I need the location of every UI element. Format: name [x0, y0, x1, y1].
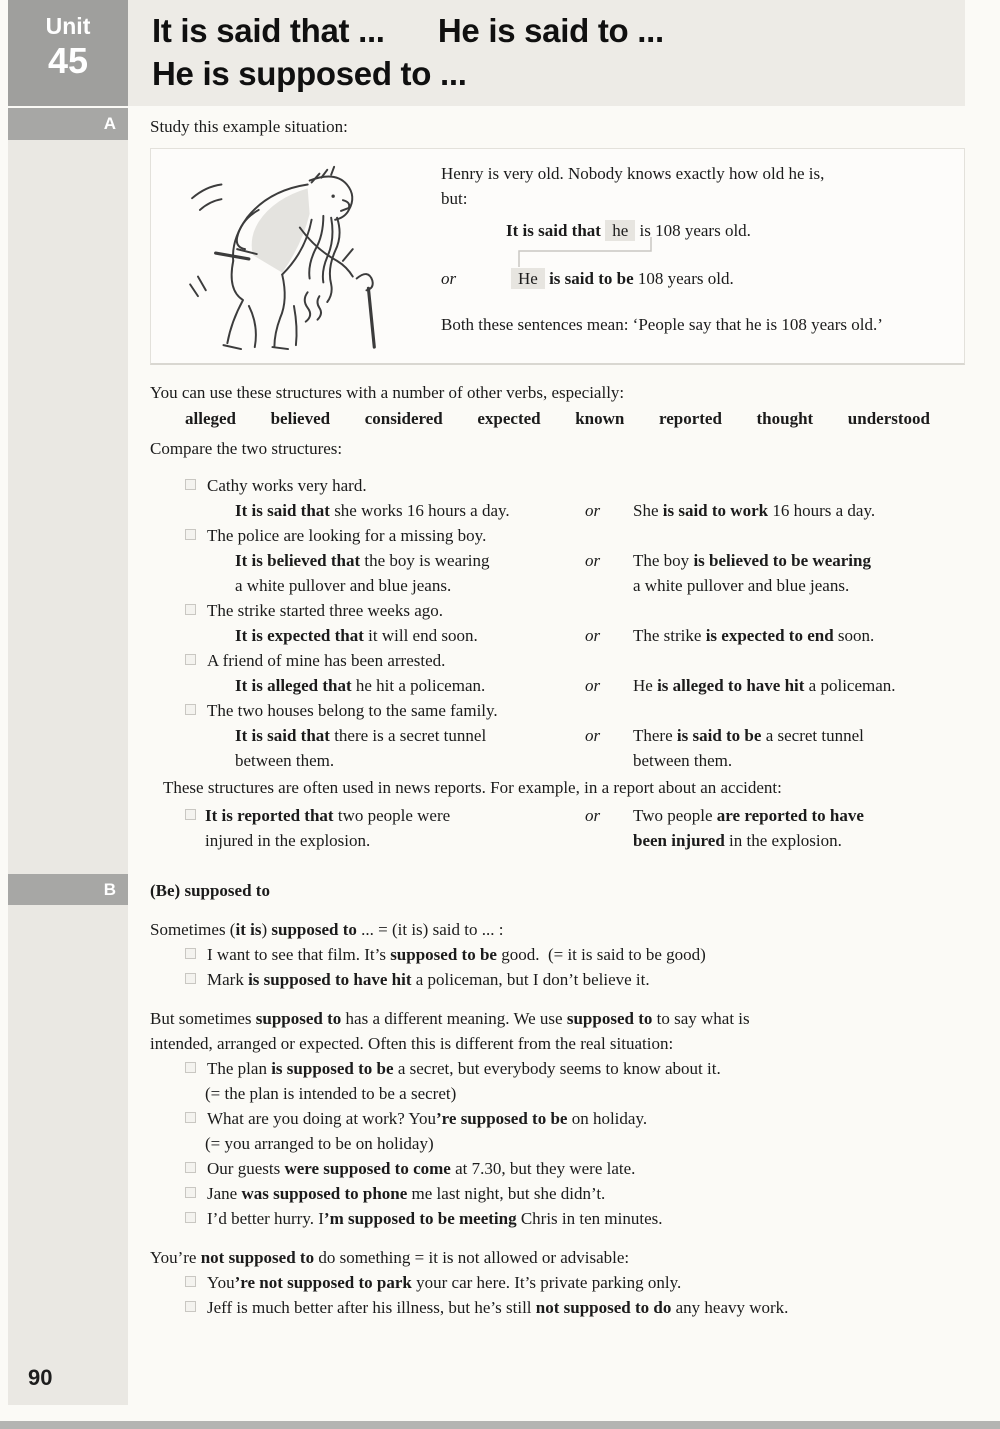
right-structure: The boy is believed to be wearing a white pullover and blue jeans. — [633, 551, 871, 595]
compare-list — [150, 473, 965, 773]
or-word: or — [585, 501, 601, 520]
right-structure: The strike is expected to end soon. — [633, 626, 875, 645]
left-margin-strip — [8, 108, 128, 1405]
example-intro: Henry is very old. Nobody knows exactly how old he is, but: — [441, 164, 825, 208]
example-text — [425, 159, 933, 349]
unit-number: 45 — [47, 40, 89, 81]
lead-text: A friend of mine has been arrested. — [207, 651, 446, 670]
paragraph: Sometimes (it is) supposed to ... = (it is) said to ... : — [150, 920, 504, 939]
list-item — [150, 942, 982, 967]
checkbox-bullet-icon — [185, 1112, 196, 1123]
compare-label: Compare the two structures: — [150, 439, 343, 458]
news-example-row — [150, 803, 965, 853]
lead-text: The police are looking for a missing boy. — [207, 526, 487, 545]
checkbox-bullet-icon — [185, 704, 196, 715]
page-title-line-2: He is supposed to ... — [152, 55, 467, 92]
or-word: or — [585, 551, 601, 570]
connector-line-icon — [503, 237, 663, 271]
bullet-text: Our guests were supposed to come at 7.30, but they were late. — [207, 1159, 636, 1178]
paragraph: But sometimes supposed to has a different meaning. We use supposed to to say what is intended, arranged or expected. Often this is different from the real situation: — [150, 1009, 750, 1053]
section-a — [150, 114, 965, 853]
verb: considered — [364, 409, 443, 428]
checkbox-bullet-icon — [185, 948, 196, 959]
left-structure: It is said that there is a secret tunnel between them. — [235, 726, 487, 770]
compare-structure-row — [150, 498, 965, 523]
list-item — [150, 1106, 982, 1131]
list-item — [150, 967, 982, 992]
bullet-text: Jeff is much better after his illness, but he’s still not supposed to do any heavy work. — [207, 1298, 789, 1317]
checkbox-bullet-icon — [185, 654, 196, 665]
checkbox-bullet-icon — [185, 479, 196, 490]
list-item — [150, 648, 965, 673]
verb: expected — [477, 409, 541, 428]
checkbox-bullet-icon — [185, 1276, 196, 1287]
or-word: or — [585, 806, 601, 825]
checkbox-bullet-icon — [185, 1062, 196, 1073]
unit-badge — [8, 0, 128, 106]
lead-text: The two houses belong to the same family. — [207, 701, 498, 720]
lead-text: The strike started three weeks ago. — [207, 601, 444, 620]
checkbox-bullet-icon — [185, 809, 196, 820]
example-sentence-2: He is said to be 108 years old. — [511, 266, 734, 291]
lead-text: Cathy works very hard. — [207, 476, 367, 495]
page-title-line-1: It is said that ... He is said to ... — [152, 12, 664, 49]
bullet-text: Mark is supposed to have hit a policeman, but I don’t believe it. — [207, 970, 650, 989]
section-a-marker: A — [8, 108, 128, 140]
left-structure: It is believed that the boy is wearing a white pullover and blue jeans. — [235, 551, 490, 595]
study-label: Study this example situation: — [150, 117, 348, 136]
list-item — [150, 1206, 982, 1231]
list-item — [150, 598, 965, 623]
list-item — [150, 1156, 982, 1181]
list-item — [150, 1056, 982, 1081]
example-box — [150, 148, 965, 365]
checkbox-bullet-icon — [185, 1301, 196, 1312]
old-man-illustration — [163, 159, 425, 349]
left-structure: It is expected that it will end soon. — [235, 626, 478, 645]
verb: reported — [658, 409, 722, 428]
old-man-drawing-icon — [163, 159, 421, 351]
or-word: or — [441, 269, 457, 288]
bullet-note: (= you arranged to be on holiday) — [205, 1134, 434, 1153]
page-number: 90 — [28, 1365, 53, 1390]
compare-structure-row — [150, 723, 965, 773]
verbs-intro: You can use these structures with a number of other verbs, especially: — [150, 383, 625, 402]
example-meaning: Both these sentences mean: ‘People say that he is 108 years old.’ — [441, 315, 883, 334]
bullet-text: What are you doing at work? You’re supposed to be on holiday. — [207, 1109, 648, 1128]
unit-label: Unit — [45, 13, 91, 39]
checkbox-bullet-icon — [185, 529, 196, 540]
list-item — [150, 1295, 982, 1320]
checkbox-bullet-icon — [185, 973, 196, 984]
left-structure: It is reported that two people were injured in the explosion. — [205, 806, 451, 850]
verb: believed — [270, 409, 331, 428]
verb: alleged — [185, 409, 236, 428]
paragraph: You’re not supposed to do something = it is not allowed or advisable: — [150, 1248, 630, 1267]
section-b — [150, 878, 982, 1320]
verb: understood — [847, 409, 930, 428]
right-structure: There is said to be a secret tunnel between them. — [633, 726, 864, 770]
checkbox-bullet-icon — [185, 1187, 196, 1198]
or-word: or — [585, 626, 601, 645]
verb-list — [185, 406, 930, 431]
right-structure: Two people are reported to have been injured in the explosion. — [633, 806, 864, 850]
news-paragraph: These structures are often used in news reports. For example, in a report about an accident: — [163, 778, 782, 797]
list-item — [150, 698, 965, 723]
bullet-text: You’re not supposed to park your car here. It’s private parking only. — [207, 1273, 682, 1292]
bullet-note: (= the plan is intended to be a secret) — [205, 1084, 457, 1103]
verb: thought — [756, 409, 814, 428]
compare-structure-row — [150, 548, 965, 598]
left-structure: It is alleged that he hit a policeman. — [235, 676, 486, 695]
section-b-marker: B — [8, 874, 128, 905]
list-item — [150, 523, 965, 548]
left-structure: It is said that she works 16 hours a day. — [235, 501, 510, 520]
or-word: or — [585, 676, 601, 695]
list-item — [150, 1181, 982, 1206]
bullet-text: The plan is supposed to be a secret, but everybody seems to know about it. — [207, 1059, 721, 1078]
checkbox-bullet-icon — [185, 1162, 196, 1173]
checkbox-bullet-icon — [185, 1212, 196, 1223]
list-item — [150, 473, 965, 498]
list-item — [150, 1270, 982, 1295]
or-word: or — [585, 726, 601, 745]
verb: known — [575, 409, 625, 428]
bullet-text: I want to see that film. It’s supposed to be good. (= it is said to be good) — [207, 945, 706, 964]
section-b-heading: (Be) supposed to — [150, 881, 270, 900]
bullet-text: Jane was supposed to phone me last night, but she didn’t. — [207, 1184, 606, 1203]
title-band — [128, 0, 965, 106]
checkbox-bullet-icon — [185, 604, 196, 615]
compare-structure-row — [150, 673, 965, 698]
bottom-bar — [0, 1421, 1000, 1429]
compare-structure-row — [150, 623, 965, 648]
right-structure: He is alleged to have hit a policeman. — [633, 676, 896, 695]
bullet-text: I’d better hurry. I’m supposed to be meeting Chris in ten minutes. — [207, 1209, 663, 1228]
example-sentence-1: It is said that he is 108 years old. — [506, 221, 751, 240]
right-structure: She is said to work 16 hours a day. — [633, 501, 876, 520]
